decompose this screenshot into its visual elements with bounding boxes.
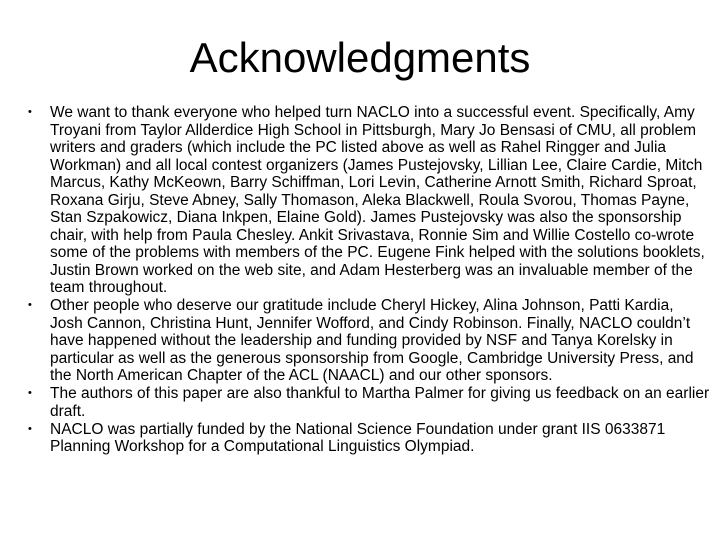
bullet-list bbox=[20, 104, 710, 456]
bullet-item-funding bbox=[20, 421, 710, 456]
bullet-item-thanks bbox=[20, 104, 710, 297]
bullet-icon: • bbox=[28, 299, 32, 311]
bullet-item-gratitude bbox=[20, 297, 710, 385]
bullet-text: The authors of this paper are also thankful to Martha Palmer for giving us feedback on an earlier draft. bbox=[50, 385, 710, 420]
bullet-icon: • bbox=[28, 106, 32, 118]
bullet-icon: • bbox=[28, 422, 32, 435]
bullet-text: NACLO was partially funded by the National Science Foundation under grant IIS 0633871 Planning Workshop for a Computational Linguistics Olympiad. bbox=[50, 420, 666, 455]
bullet-icon: • bbox=[28, 387, 32, 399]
bullet-item-authors bbox=[20, 385, 710, 420]
bullet-text: Other people who deserve our gratitude include Cheryl Hickey, Alina Johnson, Patti Kardia, Josh Cannon, Christina Hunt, Jennifer Wofford, and Cindy Robinson. Finally, NACLO couldn’t have happened without the leadership and funding provided by NSF and Tanya Korelsky in particular as well as the generous sponsorship from Google, Cambridge University Press, and the North American Chapter of the ACL (NAACL) and our other sponsors. bbox=[50, 297, 694, 384]
slide-title: Acknowledgments bbox=[189, 34, 531, 81]
bullet-text: We want to thank everyone who helped turn NACLO into a successful event. Specifically, Amy Troyani from Taylor Allderdice High School in Pittsburgh, Mary Jo Bensasi of CMU, all problem writers and graders (which include the PC listed above as well as Rahel Ringger and Julia Workman) and all local contest organizers (James Pustejovsky, Lillian Lee, Claire Cardie, Mitch Marcus, Kathy McKeown, Barry Schiffman, Lori Levin, Catherine Arnott Smith, Richard Sproat, Roxana Girju, Steve Abney, Sally Thomason, Aleka Blackwell, Roula Svorou, Thomas Payne, Stan Szpakowicz, Diana Inkpen, Elaine Gold). James Pustejovsky was also the sponsorship chair, with help from Paula Chesley. Ankit Srivastava, Ronnie Sim and Willie Costello co-wrote some of the problems with members of the PC. Eugene Fink helped with the solutions booklets, Justin Brown worked on the web site, and Adam Hesterberg was an invaluable member of the team throughout. bbox=[50, 104, 705, 296]
